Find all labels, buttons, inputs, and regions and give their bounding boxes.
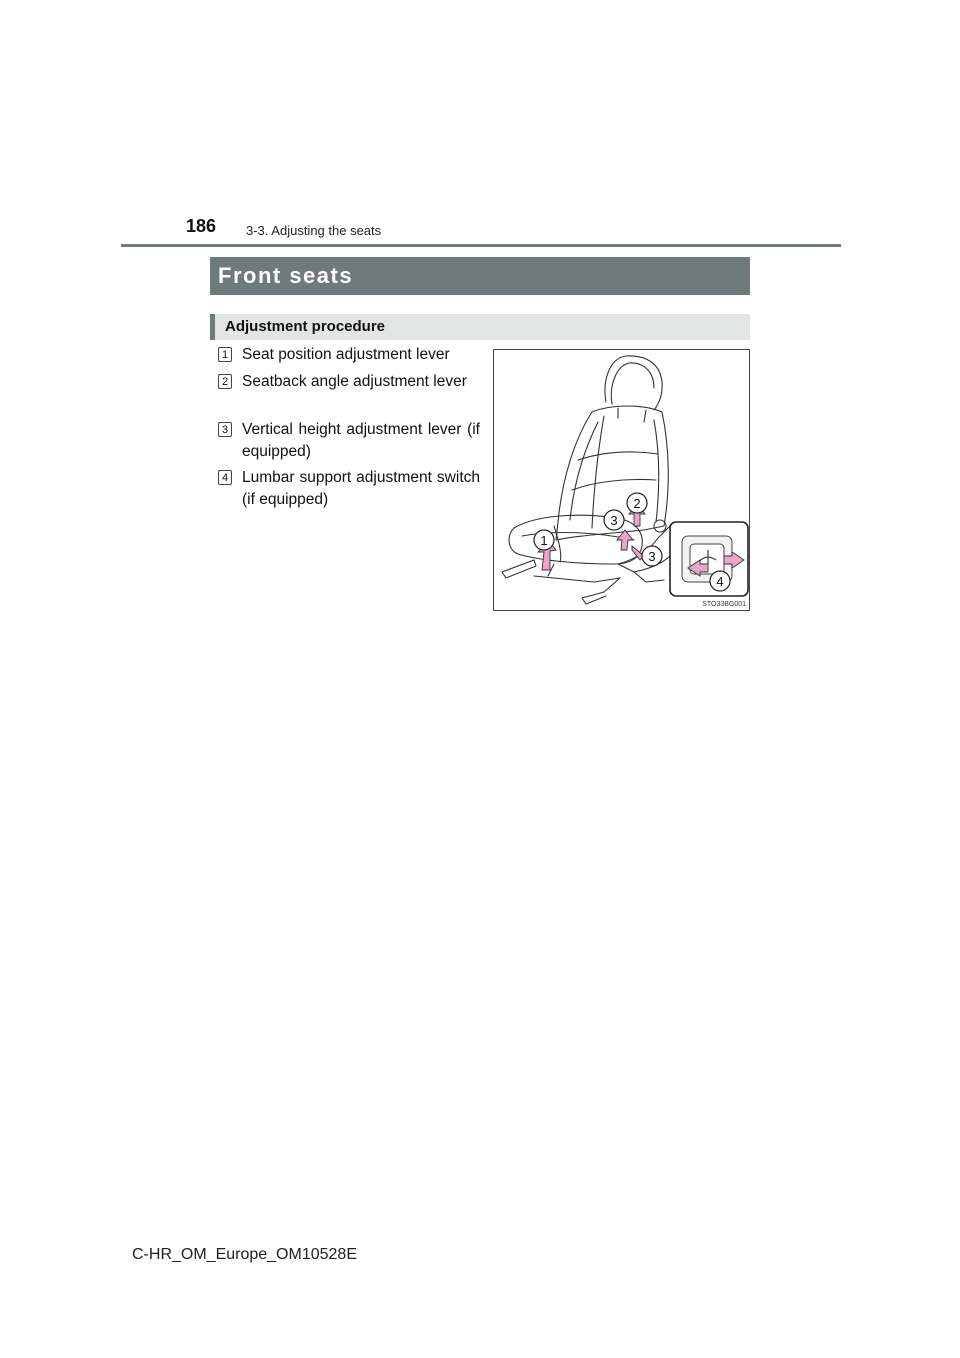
seat-illustration <box>493 349 750 611</box>
item-text: Seatback angle adjustment lever <box>242 373 467 390</box>
item-number-badge: 4 <box>218 470 232 485</box>
footer-doc-id: C-HR_OM_Europe_OM10528E <box>132 1246 357 1263</box>
item-number-badge: 3 <box>218 422 232 437</box>
callout-4: 4 <box>716 574 724 589</box>
subheading-bar <box>210 314 750 340</box>
item-text: Vertical height adjustment lever (if equipped) <box>242 421 480 460</box>
callout-3a: 3 <box>610 513 618 528</box>
item-text: Lumbar support adjustment switch (if equipped) <box>242 469 480 508</box>
callout-1: 1 <box>540 533 548 548</box>
seat-rail <box>502 560 536 578</box>
item-text: Seat position adjustment lever <box>242 346 450 363</box>
page-number: 186 <box>186 216 217 236</box>
subheading: Adjustment procedure <box>225 318 386 335</box>
arrow-height-up <box>617 530 633 550</box>
header-rule <box>121 244 841 247</box>
seat-drawing <box>494 350 749 610</box>
figure-code: STO33BG001 <box>702 601 746 608</box>
callout-2: 2 <box>633 496 641 511</box>
callout-3b: 3 <box>648 549 656 564</box>
section-label: 3-3. Adjusting the seats <box>246 223 382 238</box>
item-number-badge: 2 <box>218 374 232 389</box>
item-number-badge: 1 <box>218 347 232 362</box>
page-title: Front seats <box>218 263 354 288</box>
title-bar <box>210 257 750 295</box>
